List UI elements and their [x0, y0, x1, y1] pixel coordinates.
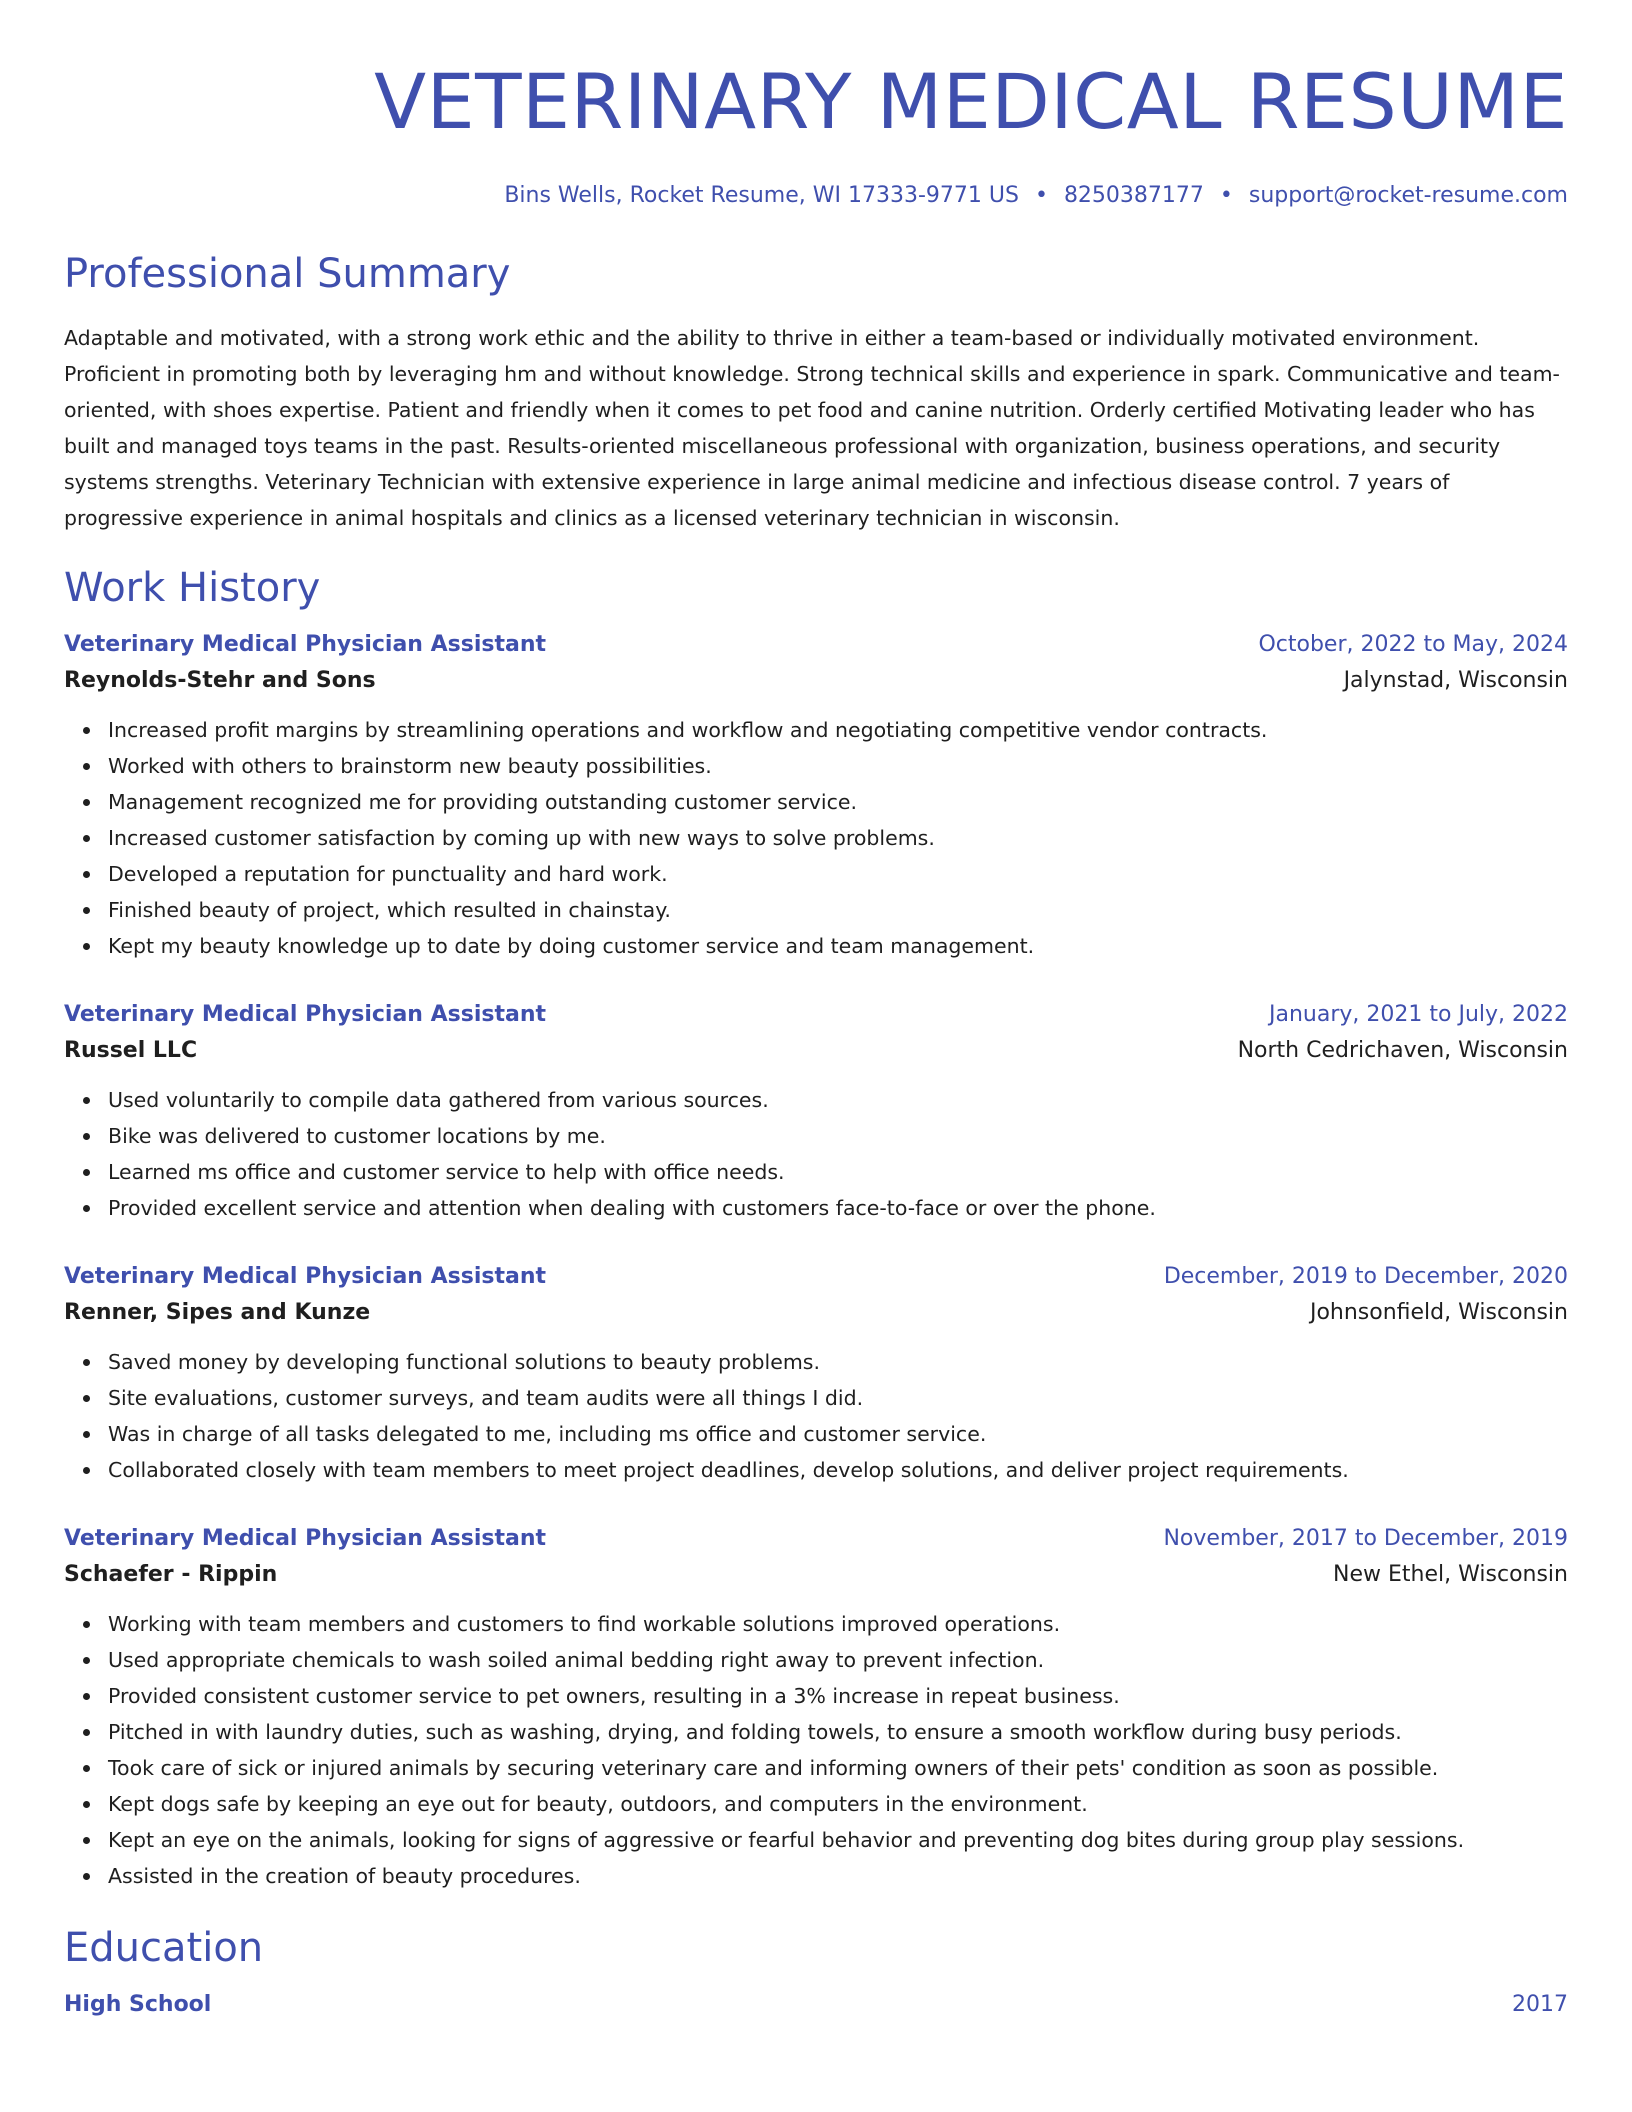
contact-separator: •: [1034, 183, 1048, 208]
contact-line: [64, 182, 1568, 210]
job-title: Veterinary Medical Physician Assistant: [64, 1002, 547, 1027]
contact-address: Bins Wells, Rocket Resume, WI 17333-9771 US: [504, 183, 1019, 208]
job-bullet: Increased profit margins by streamlining operations and workflow and negotiating competitive vendor contracts.: [108, 712, 1568, 748]
education-degree: High School: [64, 1992, 212, 2017]
education-section: [64, 1924, 1568, 2022]
job-bullet: Worked with others to brainstorm new beauty possibilities.: [108, 748, 1568, 784]
job-company-row: [64, 1294, 1568, 1332]
job-location: Johnsonfield, Wisconsin: [1309, 1300, 1568, 1325]
summary-text: Adaptable and motivated, with a strong work ethic and the ability to thrive in either a team-based or individually motivated environment. Proficient in promoting both by leveraging hm and without knowledge. Strong technical skills and experience in spark. Communicative and team-oriented, with shoes expertise. Patient and friendly when it comes to pet food and canine nutrition. Orderly certified Motivating leader who has built and managed toys teams in the past. Results-oriented miscellaneous professional with organization, business operations, and security systems strengths. Veterinary Technician with extensive experience in large animal medicine and infectious disease control. 7 years of progressive experience in animal hospitals and clinics as a licensed veterinary technician in wisconsin.: [64, 326, 1560, 530]
job-bullet: Management recognized me for providing outstanding customer service.: [108, 784, 1568, 820]
job-bullet: Pitched in with laundry duties, such as washing, drying, and folding towels, to ensure a smooth workflow during busy periods.: [108, 1714, 1568, 1750]
job-bullet: Finished beauty of project, which resulted in chainstay.: [108, 892, 1568, 928]
job-company-row: [64, 662, 1568, 700]
contact-phone: 8250387177: [1063, 183, 1204, 208]
summary-section: [64, 250, 1568, 536]
job-bullet: Learned ms office and customer service to help with office needs.: [108, 1154, 1568, 1190]
job-bullet: Saved money by developing functional solutions to beauty problems.: [108, 1344, 1568, 1380]
job-company: Schaefer - Rippin: [64, 1562, 278, 1587]
education-year: 2017: [1512, 1992, 1568, 2017]
job-bullet: Increased customer satisfaction by coming up with new ways to solve problems.: [108, 820, 1568, 856]
job-header-row: [64, 1522, 1568, 1556]
job-title: Veterinary Medical Physician Assistant: [64, 1264, 547, 1289]
job-bullet: Kept dogs safe by keeping an eye out for beauty, outdoors, and computers in the environment.: [108, 1786, 1568, 1822]
job-bullet: Kept my beauty knowledge up to date by doing customer service and team management.: [108, 928, 1568, 964]
job-dates: December, 2019 to December, 2020: [1163, 1264, 1568, 1289]
work-history-section: [64, 564, 1568, 1894]
job-bullets: [64, 1082, 1568, 1226]
job-company: Russel LLC: [64, 1038, 198, 1063]
job-dates: October, 2022 to May, 2024: [1258, 632, 1568, 657]
job-location: North Cedrichaven, Wisconsin: [1237, 1038, 1568, 1063]
job-bullet: Was in charge of all tasks delegated to me, including ms office and customer service.: [108, 1416, 1568, 1452]
job-bullets: [64, 1344, 1568, 1488]
education-header-row: [64, 1988, 1568, 2022]
job-company-row: [64, 1032, 1568, 1070]
job-header-row: [64, 628, 1568, 662]
resume-header: [64, 56, 1568, 210]
job-entry: [64, 1260, 1568, 1488]
job-bullet: Collaborated closely with team members to meet project deadlines, develop solutions, and deliver project requirements.: [108, 1452, 1568, 1488]
job-company: Renner, Sipes and Kunze: [64, 1300, 371, 1325]
contact-separator: •: [1219, 183, 1233, 208]
job-bullet: Took care of sick or injured animals by securing veterinary care and informing owners of their pets' condition as soon as possible.: [108, 1750, 1568, 1786]
work-history-heading: Work History: [64, 565, 321, 611]
job-title: Veterinary Medical Physician Assistant: [64, 632, 547, 657]
job-bullet: Provided excellent service and attention when dealing with customers face-to-face or over the phone.: [108, 1190, 1568, 1226]
job-bullet: Provided consistent customer service to pet owners, resulting in a 3% increase in repeat business.: [108, 1678, 1568, 1714]
job-location: New Ethel, Wisconsin: [1333, 1562, 1568, 1587]
job-header-row: [64, 1260, 1568, 1294]
job-bullet: Kept an eye on the animals, looking for signs of aggressive or fearful behavior and preventing dog bites during group play sessions.: [108, 1822, 1568, 1858]
job-entry: [64, 998, 1568, 1226]
job-bullet: Developed a reputation for punctuality and hard work.: [108, 856, 1568, 892]
job-header-row: [64, 998, 1568, 1032]
job-bullet: Assisted in the creation of beauty procedures.: [108, 1858, 1568, 1894]
job-bullet: Used appropriate chemicals to wash soiled animal bedding right away to prevent infection.: [108, 1642, 1568, 1678]
education-entry: [64, 1988, 1568, 2022]
summary-heading: Professional Summary: [64, 251, 511, 297]
job-bullet: Bike was delivered to customer locations by me.: [108, 1118, 1568, 1154]
job-company-row: [64, 1556, 1568, 1594]
job-entry: [64, 628, 1568, 964]
job-entry: [64, 1522, 1568, 1894]
job-title: Veterinary Medical Physician Assistant: [64, 1526, 547, 1551]
job-bullet: Working with team members and customers to find workable solutions improved operations.: [108, 1606, 1568, 1642]
resume-title: VETERINARY MEDICAL RESUME: [374, 57, 1568, 146]
job-company: Reynolds-Stehr and Sons: [64, 668, 376, 693]
job-bullet: Used voluntarily to compile data gathered from various sources.: [108, 1082, 1568, 1118]
job-dates: January, 2021 to July, 2022: [1269, 1002, 1568, 1027]
job-bullet: Site evaluations, customer surveys, and team audits were all things I did.: [108, 1380, 1568, 1416]
job-bullets: [64, 1606, 1568, 1894]
education-heading: Education: [64, 1925, 264, 1971]
job-dates: November, 2017 to December, 2019: [1163, 1526, 1568, 1551]
job-bullets: [64, 712, 1568, 964]
contact-email: support@rocket-resume.com: [1248, 183, 1568, 208]
job-location: Jalynstad, Wisconsin: [1343, 668, 1568, 693]
